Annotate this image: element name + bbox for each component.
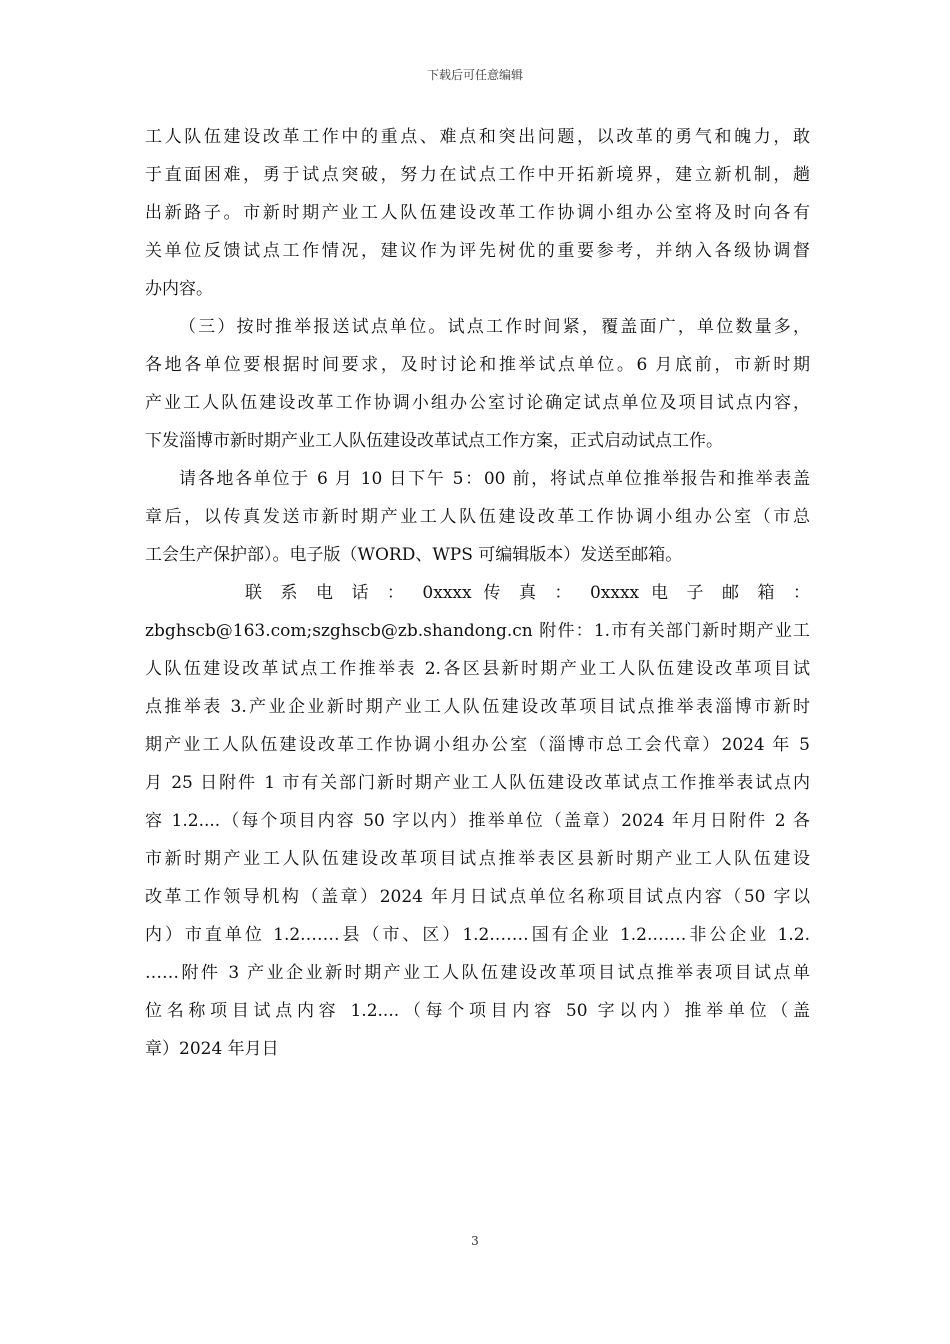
body-line: 各地各单位要根据时间要求，及时讨论和推举试点单位。6 月底前，市新时期	[145, 355, 810, 375]
body-line: 于直面困难，勇于试点突破，努力在试点工作中开拓新境界，建立新机制，趟	[145, 165, 810, 185]
body-line: 工会生产保护部）。电子版（WORD、WPS 可编辑版本）发送至邮箱。	[145, 545, 683, 565]
body-line: 内）市直单位 1.2.……县（市、区）1.2.……国有企业 1.2.……非公企业 1.2.	[145, 925, 810, 945]
body-line: zbghscb@163.com;szghscb@zb.shandong.cn 附件：1.市有关部门新时期产业工	[145, 621, 810, 641]
body-line: 章后，以传真发送市新时期产业工人队伍建设改革工作协调小组办公室（市总	[145, 507, 810, 527]
body-line: 位名称项目试点内容 1.2....（每个项目内容 50 字以内）推举单位（盖	[145, 1001, 810, 1021]
body-line: 出新路子。市新时期产业工人队伍建设改革工作协调小组办公室将及时向各有	[145, 203, 810, 223]
body-line: 办内容。	[145, 279, 213, 299]
body-line: 关单位反馈试点工作情况，建议作为评先树优的重要参考，并纳入各级协调督	[145, 241, 810, 261]
body-line: 点推举表 3.产业企业新时期产业工人队伍建设改革项目试点推举表淄博市新时	[145, 697, 810, 717]
body-line: 下发淄博市新时期产业工人队伍建设改革试点工作方案，正式启动试点工作。	[145, 431, 723, 451]
body-line: 工人队伍建设改革工作中的重点、难点和突出问题，以改革的勇气和魄力，敢	[145, 127, 810, 147]
document-body	[145, 118, 810, 1068]
page-number: 3	[471, 1234, 479, 1248]
body-line: （三）按时推举报送试点单位。试点工作时间紧，覆盖面广，单位数量多，	[179, 317, 810, 337]
page-header: 下载后可任意编辑	[426, 68, 523, 82]
body-line: 改革工作领导机构（盖章）2024 年月日试点单位名称项目试点内容（50 字以	[145, 887, 810, 907]
body-line: 期产业工人队伍建设改革工作协调小组办公室（淄博市总工会代章）2024 年 5	[145, 735, 810, 755]
body-line: 章）2024 年月日	[145, 1039, 279, 1059]
body-line: ……附件 3 产业企业新时期产业工人队伍建设改革项目试点推举表项目试点单	[145, 963, 810, 983]
body-line: 联 系 电 话 ： 0xxxx 传 真 ： 0xxxx 电 子 邮 箱 ：	[245, 583, 810, 603]
body-line: 人队伍建设改革试点工作推举表 2.各区县新时期产业工人队伍建设改革项目试	[145, 659, 810, 679]
body-line: 市新时期产业工人队伍建设改革项目试点推举表区县新时期产业工人队伍建设	[145, 849, 810, 869]
body-line: 请各地各单位于 6 月 10 日下午 5：00 前，将试点单位推举报告和推举表盖	[179, 469, 810, 489]
body-line: 产业工人队伍建设改革工作协调小组办公室讨论确定试点单位及项目试点内容，	[145, 393, 810, 413]
body-line: 月 25 日附件 1 市有关部门新时期产业工人队伍建设改革试点工作推举表试点内	[145, 773, 810, 793]
body-line: 容 1.2....（每个项目内容 50 字以内）推举单位（盖章）2024 年月日附件 2 各	[145, 811, 810, 831]
